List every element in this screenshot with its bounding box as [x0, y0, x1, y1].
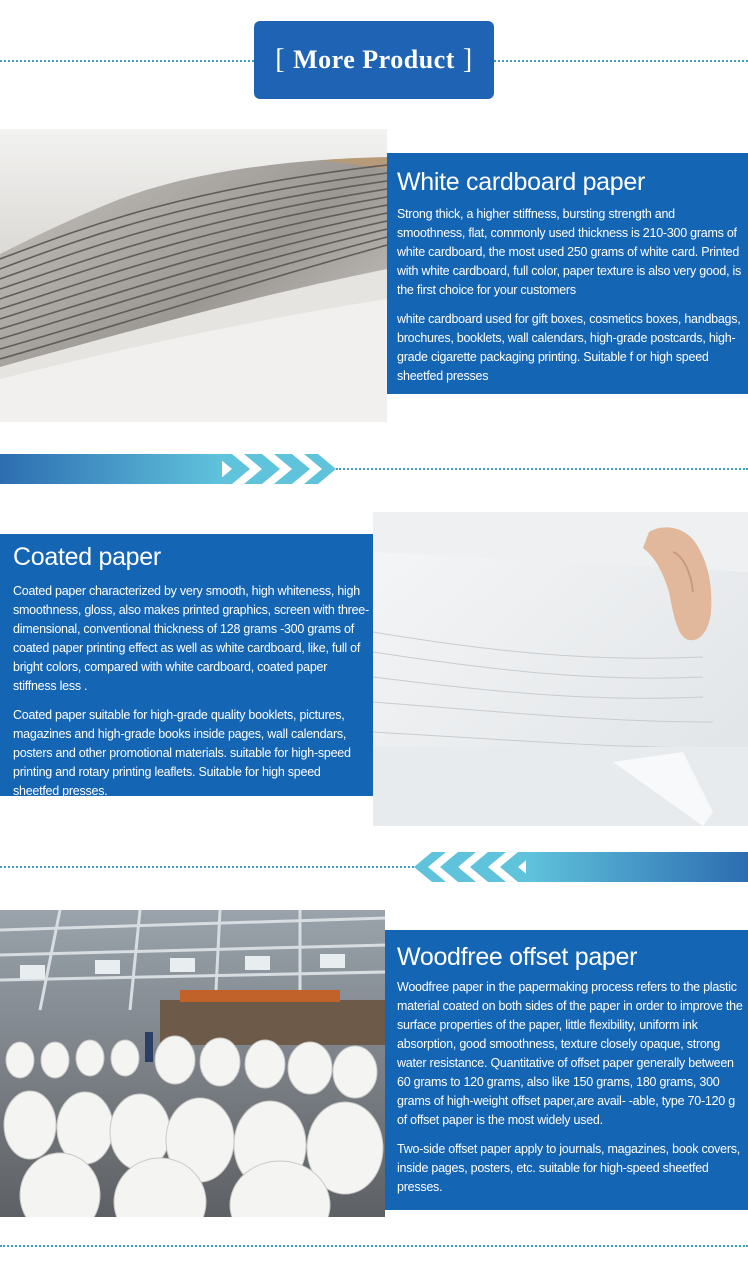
header-divider-left — [0, 60, 254, 62]
section-title-text: More Product — [293, 45, 455, 74]
product-title: White cardboard paper — [397, 168, 646, 196]
product-description: Coated paper characterized by very smooth, high whiteness, high smoothness, gloss, also makes printed graphics, screen with three-dimensional, conventional thickness of 128 grams -300 grams of coated paper printing effect as well as white cardboard, like, full of bright colors, compared with white cardboard, coated paper stiffness less . — [13, 584, 369, 693]
coated-paper-photo — [373, 512, 748, 826]
section-title-box — [254, 21, 494, 99]
divider-dotted-line — [336, 468, 748, 470]
chevron-left-icons — [414, 852, 536, 882]
white-cardboard-photo — [0, 129, 387, 422]
coated-paper-info — [0, 534, 373, 796]
product-usage: Coated paper suitable for high-grade quality booklets, pictures, magazines and high-grade books inside pages, wall calendars, posters and other promotional materials. suitable for high-speed printing and rotary printing leaflets. Suitable for high speed sheetfed presses. — [13, 708, 351, 798]
woodfree-offset-photo — [0, 910, 385, 1217]
product-title: Coated paper — [13, 543, 161, 571]
section-title — [254, 21, 494, 99]
divider-bar-right-arrows — [0, 454, 336, 484]
header-divider-right — [494, 60, 748, 62]
chevron-right-icons — [214, 454, 336, 484]
product-title: Woodfree offset paper — [397, 943, 638, 971]
footer-divider — [0, 1245, 748, 1247]
white-cardboard-info — [387, 153, 748, 394]
divider-bar-left-arrows — [414, 852, 748, 882]
bracket-close: ] — [462, 44, 473, 75]
bracket-open: [ — [275, 44, 286, 75]
product-description: Strong thick, a higher stiffness, bursting strength and smoothness, flat, commonly used thickness is 210-300 grams of white cardboard, the most used 250 grams of white card. Printed with white cardboard, full color, paper texture is also very good, is the first choice for your customers — [397, 207, 742, 297]
woodfree-offset-info — [385, 930, 748, 1210]
product-description: Woodfree paper in the papermaking process refers to the plastic material coated on both sides of the paper in order to improve the surface properties of the paper, little flexibility, uniform ink absorption, good smoothness, texture closely opaque, strong water resistance. Quantitative of offset paper generally between 60 grams to 120 grams, also like 150 grams, 180 grams, 300 grams of high-weight offset paper,are avail- -able, type 70-120 g of offset paper is the most widely used. — [397, 980, 743, 1127]
product-usage: white cardboard used for gift boxes, cosmetics boxes, handbags, brochures, booklets, wall calendars, high-grade postcards, high-grade cigarette packaging printing. Suitable f or high speed sheetfed presses — [397, 312, 741, 383]
product-usage: Two-side offset paper apply to journals, magazines, book covers, inside pages, posters, etc. suitable for high-speed sheetfed presses. — [397, 1142, 740, 1194]
divider-dotted-line — [0, 866, 414, 868]
